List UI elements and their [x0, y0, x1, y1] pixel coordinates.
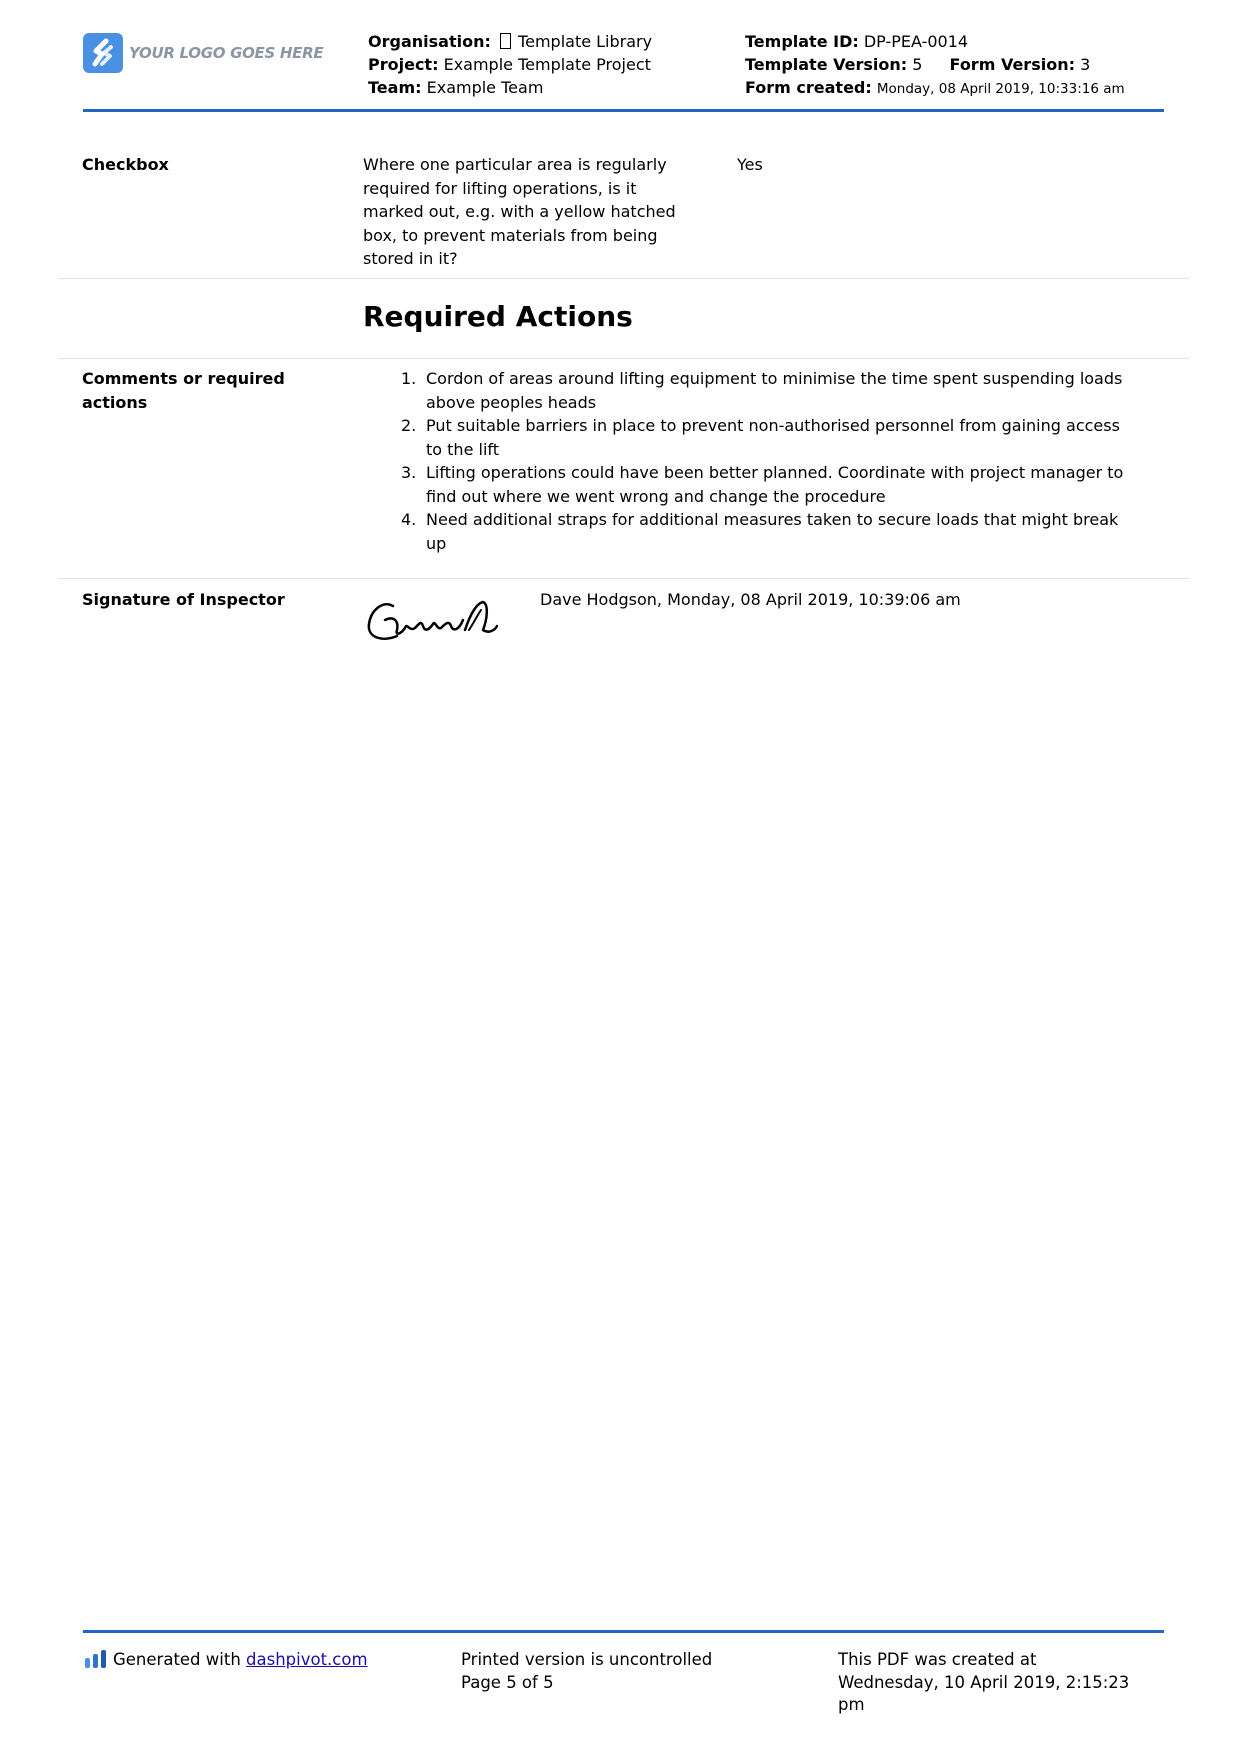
item-text-line: Lifting operations could have been better planned. Coordinate with project manager to: [426, 463, 1124, 482]
footer-generated: [85, 1649, 368, 1675]
item-text-line: Need additional straps for additional measures taken to secure loads that might break: [426, 510, 1119, 529]
question-line: Where one particular area is regularly: [363, 155, 667, 174]
question-line: stored in it?: [363, 249, 458, 268]
form-created-line: [745, 76, 1125, 101]
comments-label-line: actions: [82, 392, 148, 412]
header-template-block: [745, 30, 1125, 101]
footer-created: [838, 1649, 1129, 1717]
checkbox-question: [363, 153, 676, 271]
form-created-value: Monday, 08 April 2019, 10:33:16 am: [876, 81, 1125, 97]
item-number: 2.: [401, 416, 417, 435]
version-line: [745, 53, 1125, 76]
row-divider: [58, 278, 1189, 279]
created-line: This PDF was created at: [838, 1650, 1037, 1669]
list-item: [363, 461, 1163, 508]
form-created-label: Form created:: [745, 78, 872, 97]
item-number: 4.: [401, 510, 417, 529]
question-line: required for lifting operations, is it: [363, 178, 637, 198]
header-org-block: [368, 30, 652, 99]
list-item: [363, 414, 1163, 461]
item-text-line: above peoples heads: [426, 392, 597, 412]
actions-list: [363, 367, 1163, 555]
logo-text: YOUR LOGO GOES HERE: [129, 44, 324, 62]
item-number: 3.: [401, 463, 417, 482]
list-item: [363, 367, 1163, 414]
template-version-label: Template Version:: [745, 55, 908, 74]
dashpivot-icon: [85, 1650, 107, 1675]
template-id-label: Template ID:: [745, 32, 859, 51]
project-label: Project:: [368, 55, 439, 74]
comments-label-line: Comments or required: [82, 369, 285, 388]
signature-label: Signature of Inspector: [82, 590, 285, 609]
checkbox-answer: Yes: [737, 155, 763, 174]
comments-label: [82, 367, 285, 414]
generated-prefix: Generated with: [113, 1650, 247, 1669]
signature-details: Dave Hodgson, Monday, 08 April 2019, 10:39:06 am: [540, 590, 961, 609]
template-id-line: [745, 30, 1125, 53]
project-line: [368, 53, 652, 76]
organisation-line: [368, 30, 652, 53]
item-text-line: Cordon of areas around lifting equipment to minimise the time spent suspending loads: [426, 369, 1123, 388]
footer-printed: [461, 1649, 712, 1694]
form-version-label: Form Version:: [949, 55, 1075, 74]
template-version-value: 5: [912, 55, 923, 74]
printed-notice: Printed version is uncontrolled: [461, 1650, 713, 1669]
header-divider: [83, 109, 1164, 112]
question-line: box, to prevent materials from being: [363, 225, 658, 245]
organisation-icon: [500, 33, 511, 49]
item-number: 1.: [401, 369, 417, 388]
form-version-value: 3: [1080, 55, 1091, 74]
item-text-line: to the lift: [426, 439, 500, 459]
dashpivot-link[interactable]: dashpivot.com: [246, 1650, 368, 1669]
row-divider: [58, 358, 1189, 359]
team-value: Example Team: [426, 78, 544, 97]
logo-icon: [83, 33, 123, 73]
item-text-line: Put suitable barriers in place to prevent non-authorised personnel from gaining access: [426, 416, 1120, 435]
section-title: Required Actions: [363, 300, 633, 333]
project-value: Example Template Project: [443, 55, 651, 74]
team-line: [368, 76, 652, 99]
signature-image: [365, 590, 500, 650]
item-text-line: find out where we went wrong and change the procedure: [426, 486, 886, 506]
created-line: pm: [838, 1695, 865, 1714]
team-label: Team:: [368, 78, 422, 97]
footer-divider: [83, 1630, 1164, 1633]
item-text-line: up: [426, 533, 447, 553]
question-line: marked out, e.g. with a yellow hatched: [363, 202, 676, 221]
organisation-label: Organisation:: [368, 32, 491, 51]
template-id-value: DP-PEA-0014: [863, 32, 969, 51]
list-item: [363, 508, 1163, 555]
created-line: Wednesday, 10 April 2019, 2:15:23: [838, 1672, 1130, 1692]
row-divider: [58, 578, 1189, 579]
page-number: Page 5 of 5: [461, 1672, 554, 1692]
checkbox-label: Checkbox: [82, 155, 169, 174]
organisation-value: Template Library: [518, 32, 653, 51]
